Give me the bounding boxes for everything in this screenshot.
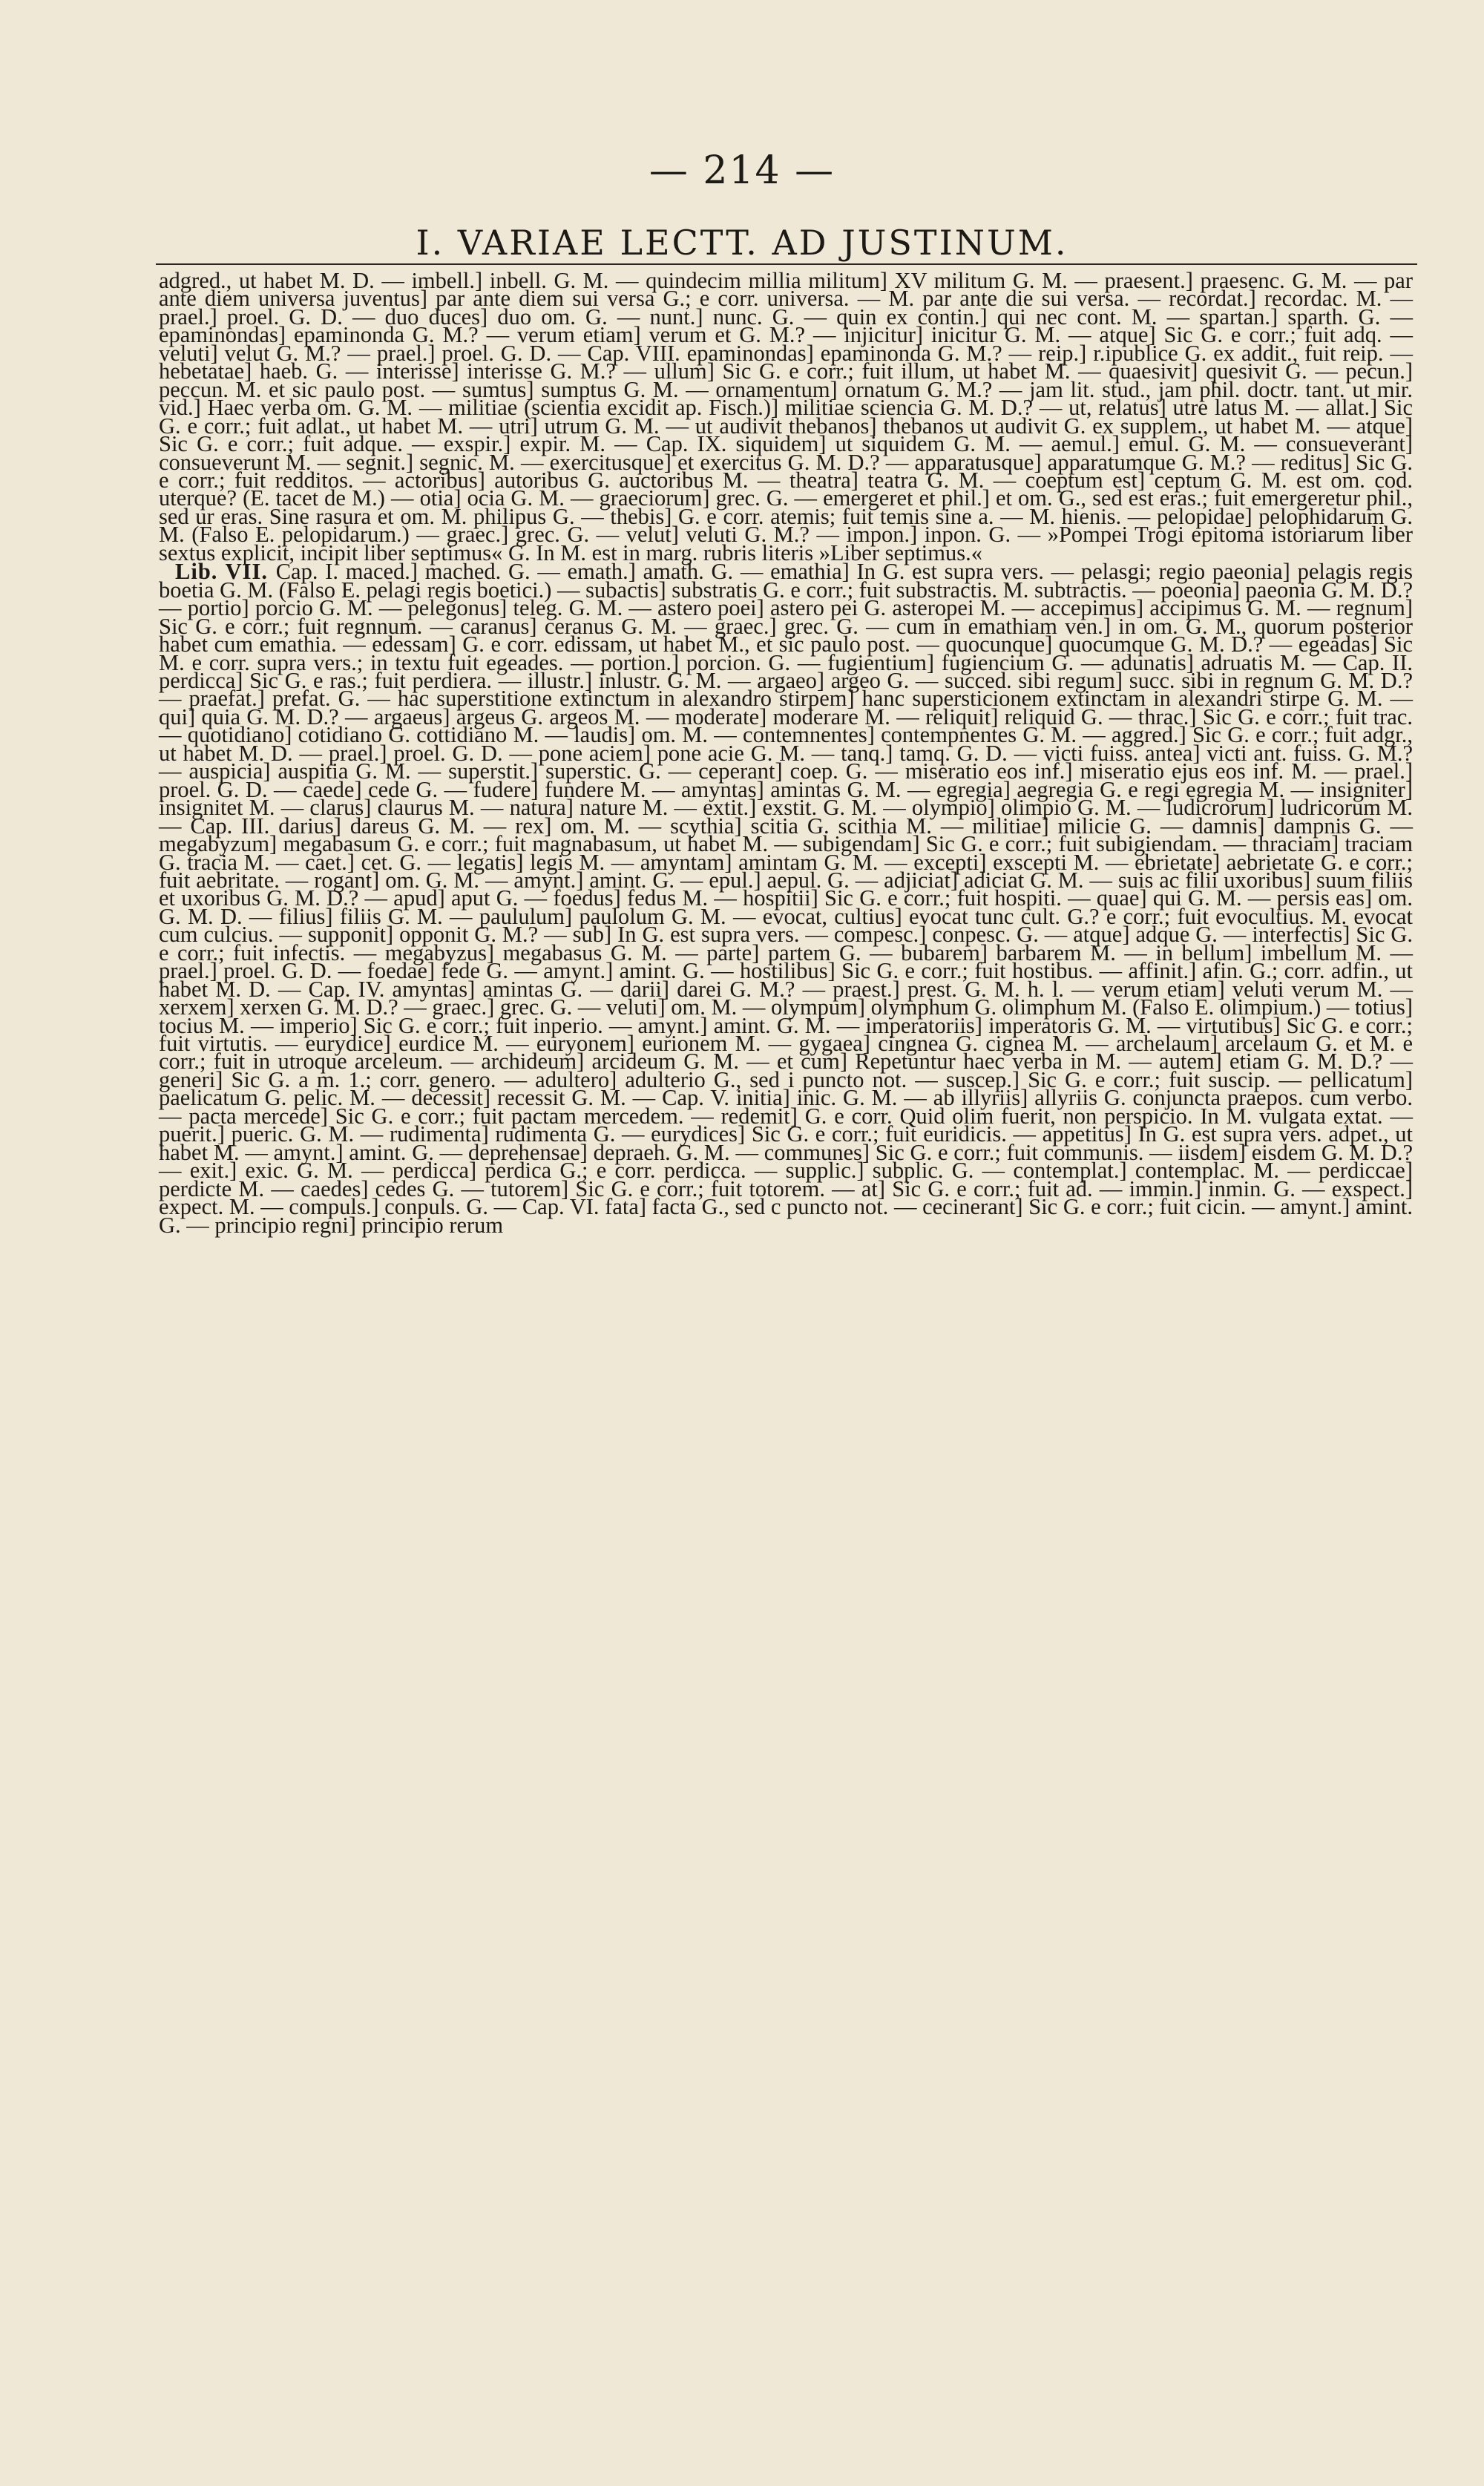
apparatus-paragraph xyxy=(159,268,1413,565)
paragraph-text: Cap. I. maced.] mached. G. — emath.] amath. G. — emathia] In G. est supra vers. — pelasgi; regio paeonia] pelagis regis boetia G. M. (Falso E. pelagi regis boetici.) — subactis] substratis G. e corr.; fuit substractis. M. subtractis. — poeonia] paeonia G. M. D.? — portio] porcio G. M. — pelegonus] teleg. G. M. — astero poei] astero pei G. asteropei M. — accepimus] accipimus G. M. — regnum] Sic G. e corr.; fuit regnnum. — caranus] ceranus G. M. — graec.] grec. G. — cum in emathiam ven.] in om. G. M., quorum posterior habet cum emathia. — edessam] G. e corr. edissam, ut habet M., et sic paulo post. — quocunque] quocumque G. M. D.? — egeadas] Sic M. e corr. supra vers.; in textu fuit egeades. — portion.] porcion. G. — fugientium] fugiencium G. — adunatis] adruatis M. — Cap. II. perdicca] Sic G. e ras.; fuit perdiera. — illustr.] inlustr. G. M. — argaeo] argeo G. — succed. sibi regum] succ. sibi in regnum G. M. D.? — praefat.] prefat. G. — hac superstitione extinctum in alexandro stirpem] hanc supersticionem extinctam in alexandri stirpe G. M. — qui] quia G. M. D.? — argaeus] argeus G. argeos M. — moderate] moderare M. — reliquit] reliquid G. — thrac.] Sic G. e corr.; fuit trac. — quotidiano] cotidiano G. cottidiano M. — laudis] om. M. — contemnentes] contempnentes G. M. — aggred.] Sic G. e corr.; fuit adgr., ut habet M. D. — prael.] proel. G. D. — pone aciem] pone acie G. M. — tanq.] tamq. G. D. — victi fuiss. antea] victi ant. fuiss. G. M.? — auspicia] auspitia G. M. — superstit.] superstic. G. — ceperant] coep. G. — miseratio eos inf.] miseratio ejus eos inf. M. — prael.] proel. G. D. — caede] cede G. — fudere] fundere M. — amyntas] amintas G. M. — egregia] aegregia G. e regi egregia M. — insigniter] insignitet M. — clarus] claurus M. — natura] nature M. — extit.] exstit. G. M. — olympio] olimpio G. M. — ludicrorum] ludricorum M. — Cap. III. darius] dareus G. M. — rex] om. M. — scythia] scitia G. scithia M. — militiae] milicie G. — damnis] dampnis G. — megabyzum] megabasum G. e corr.; fuit magnabasum, ut habet M. — subigendam] Sic G. e corr.; fuit subigiendam. — thraciam] traciam G. tracia M. — caet.] cet. G. — legatis] legis M. — amyntam] amintam G. M. — excepti] exscepti M. — ebrietate] aebrietate G. e corr.; fuit aebritate. — rogant] om. G. M. — amynt.] amint. G. — epul.] aepul. G. — adjiciat] adiciat G. M. — suis ac filii uxoribus] suum filiis et uxoribus G. M. D.? — apud] aput G. — foedus] fedus M. — hospitii] Sic G. e corr.; fuit hospiti. — quae] qui G. M. — persis eas] om. G. M. D. — filius] filiis G. M. — paululum] paulolum G. M. — evocat, cultius] evocat tunc cult. G.? e corr.; fuit evocultius. M. evocat cum culcius. — supponit] opponit G. M.? — sub] In G. est supra vers. — compesc.] conpesc. G. — atque] adque G. — interfectis] Sic G. e corr.; fuit infectis. — megabyzus] megabasus G. M. — parte] partem G. — bubarem] barbarem M. — in bellum] imbellum M. — prael.] proel. G. D. — foedae] fede G. — amynt.] amint. G. — hostilibus] Sic G. e corr.; fuit hostibus. — affinit.] afin. G.; corr. adfin., ut habet M. D. — Cap. IV. amyntas] amintas G. — darii] darei G. M.? — praest.] prest. G. M. h. l. — verum etiam] veluti verum M. — xerxem] xerxen G. M. D.? — graec.] grec. G. — veluti] om. M. — olympum] olymphum G. olimphum M. (Falso E. olimpium.) — totius] tocius M. — imperio] Sic G. e corr.; fuit inperio. — amynt.] amint. G. M. — imperatoriis] imperatoris G. M. — virtutibus] Sic G. e corr.; fuit virtutis. — eurydice] eurdice M. — euryonem] eurionem M. — gygaea] cingnea G. cignea M. — archelaum] arcelaum G. et M. e corr.; fuit in utroque arceleum. — archideum] arcideum G. M. — et cum] Repetuntur haec verba in M. — autem] etiam G. M. D.? — generi] Sic G. a m. 1.; corr. genero. — adultero] adulterio G., sed i puncto not. — suscep.] Sic G. e corr.; fuit suscip. — pellicatum] paelicatum G. pelic. M. — decessit] recessit G. M. — Cap. V. initia] inic. G. M. — ab illyriis] allyriis G. conjuncta praepos. cum verbo. — pacta mercede] Sic G. e corr.; fuit pactam mercedem. — redemit] G. e corr. Quid olim fuerit, non perspicio. In M. vulgata extat. — puerit.] pueric. G. M. — rudimenta] rudimenta G. — eurydices] Sic G. e corr.; fuit euridicis. — appetitus] In G. est supra vers. adpet., ut habet M. — amynt.] amint. G. — deprehensae] depraeh. G. M. — communes] Sic G. e corr.; fuit communis. — iisdem] eisdem G. M. D.? — exit.] exic. G. M. — perdicca] perdica G.; e corr. perdicca. — supplic.] subplic. G. — contemplat.] contemplac. M. — perdiccae] perdicte M. — caedes] cedes G. — tutorem] Sic G. e corr.; fuit totorem. — at] Sic G. e corr.; fuit ad. — immin.] inmin. G. — exspect.] expect. M. — compuls.] conpuls. G. — Cap. VI. fata] facta G., sed c puncto not. — cecinerant] Sic G. e corr.; fuit cicin. — amynt.] amint. G. — principio regni] principio rerum xyxy=(159,559,1413,1238)
apparatus-paragraph xyxy=(159,559,1413,1238)
critical-apparatus xyxy=(159,268,1413,1238)
page-number: — 214 — xyxy=(649,148,835,193)
running-head: I. VARIAE LECTT. AD JUSTINUM. xyxy=(416,223,1068,263)
paragraph-text: adgred., ut habet M. D. — imbell.] inbell. G. M. — quindecim millia militum] XV militum G. M. — praesent.] praesenc. G. M. — par ante diem universa juventus] par ante diem sui versa G.; e corr. universa. — M. par ante die sui versa. — recordat.] recordac. M. — prael.] proel. G. D. — duo duces] duo om. G. — nunt.] nunc. G. — quin ex contin.] qui nec cont. M. — spartan.] sparth. G. — epaminondas] epaminonda G. M.? — verum etiam] verum et G. M.? — injicitur] inicitur G. M. — atque] Sic G. e corr.; fuit adq. — veluti] velut G. M.? — prael.] proel. G. D. — Cap. VIII. epaminondas] epaminonda G. M.? — reip.] r.ipublice G. ex addit., fuit reip. — hebetatae] haeb. G. — interisse] interisse G. M.? — ullum] Sic G. e corr.; fuit illum, ut habet M. — quaesivit] quesivit G. — pecun.] peccun. M. et sic paulo post. — sumtus] sumptus G. M. — ornamentum] ornatum G. M.? — jam lit. stud., jam phil. doctr. tant. ut mir. vid.] Haec verba om. G. M. — militiae (scientia excidit ap. Fisch.)] militiae sciencia G. M. D.? — ut, relatus] utre latus M. — allat.] Sic G. e corr.; fuit adlat., ut habet M. — utri] utrum G. M. — ut audivit thebanos] thebanos ut audivit G. ex supplem., ut habet M. — atque] Sic G. e corr.; fuit adque. — exspir.] expir. M. — Cap. IX. siquidem] ut siquidem G. M. — aemul.] emul. G. M. — consueverant] consueverunt M. — segnit.] segnic. M. — exercitusque] et exercitus G. M. D.? — apparatusque] apparatumque G. M.? — reditus] Sic G. e corr.; fuit redditos. — actoribus] autoribus G. auctoribus M. — theatra] teatra G. M. — coeptum est] ceptum G. M. est om. cod. uterque? (E. tacet de M.) — otia] ocia G. M. — graeciorum] grec. G. — emergeret et phil.] et om. G., sed est eras.; fuit emergeretur phil., sed ur eras. Sine rasura et om. M. philipus G. — thebis] G. e corr. atemis; fuit temis sine a. — M. hienis. — pelopidae] pelophidarum G. M. (Falso E. pelopidarum.) — graec.] grec. G. — velut] veluti G. M.? — impon.] inpon. G. — »Pompei Trogi epitoma istoriarum liber sextus explicit, incipit liber septimus« G. In M. est in marg. rubris literis »Liber septimus.« xyxy=(159,268,1413,565)
header-rule xyxy=(156,263,1417,265)
book-heading: Lib. VII. xyxy=(175,559,276,585)
